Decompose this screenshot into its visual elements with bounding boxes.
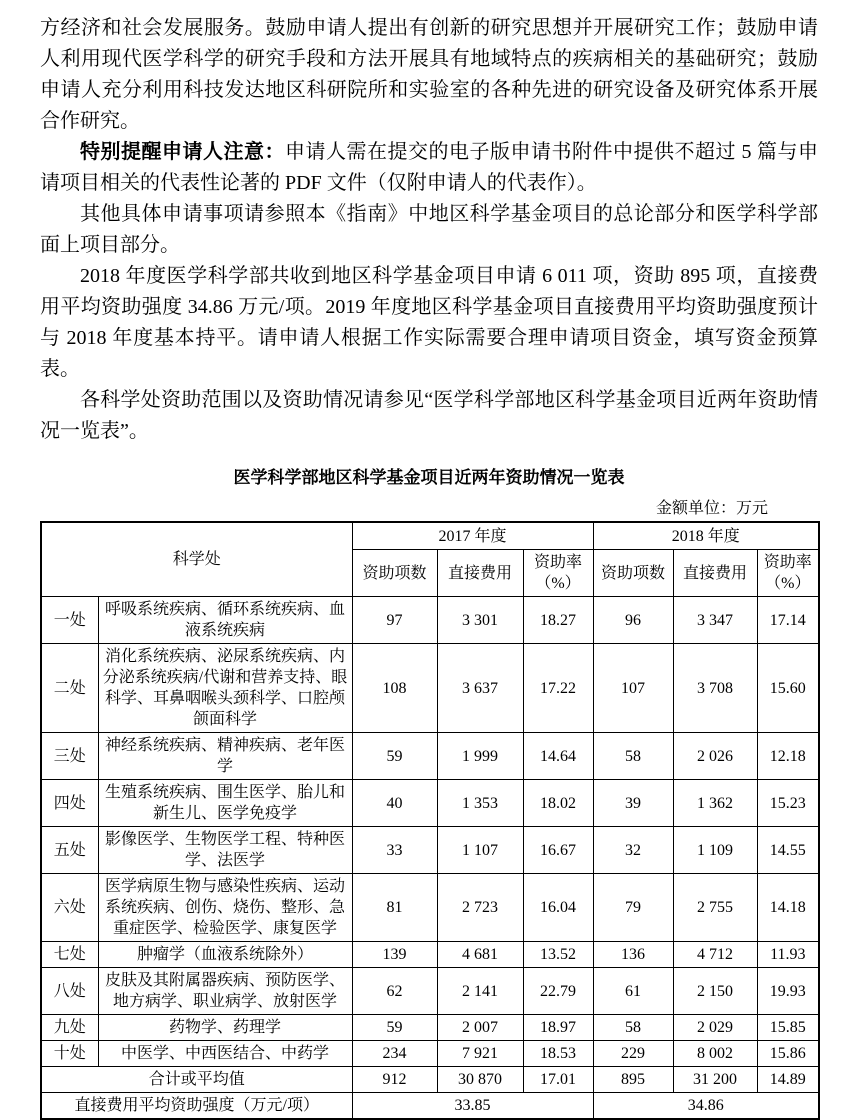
- value-cell: 18.02: [523, 780, 593, 827]
- column-header: 资助项数: [593, 550, 673, 597]
- unit-note: 金额单位：万元: [655, 500, 768, 517]
- value-cell: 79: [593, 874, 673, 942]
- value-cell: 14.89: [757, 1067, 819, 1093]
- value-cell: 14.18: [757, 874, 819, 942]
- office-cell: 六处: [41, 874, 98, 942]
- office-cell: 五处: [41, 827, 98, 874]
- value-cell: 39: [593, 780, 673, 827]
- value-cell: 62: [352, 968, 437, 1015]
- table-title: 医学科学部地区科学基金项目近两年资助情况一览表: [233, 468, 625, 487]
- scope-cell: 肿瘤学（血液系统除外）: [98, 942, 352, 968]
- value-cell: 1 362: [673, 780, 757, 827]
- value-cell: 96: [593, 597, 673, 644]
- column-header: 资助率（%）: [523, 550, 593, 597]
- value-cell: 59: [352, 1015, 437, 1041]
- value-cell: 1 353: [437, 780, 523, 827]
- value-cell: 97: [352, 597, 437, 644]
- column-header: 资助项数: [352, 550, 437, 597]
- value-cell: 81: [352, 874, 437, 942]
- scope-cell: 中医学、中西医结合、中药学: [98, 1041, 352, 1067]
- header-dept: 科学处: [41, 522, 352, 597]
- value-cell: 3 347: [673, 597, 757, 644]
- scope-cell: 生殖系统疾病、围生医学、胎儿和新生儿、医学免疫学: [98, 780, 352, 827]
- office-cell: 十处: [41, 1041, 98, 1067]
- value-cell: 229: [593, 1041, 673, 1067]
- value-cell: 2 150: [673, 968, 757, 1015]
- header-row-years: [41, 522, 819, 550]
- value-cell: 15.23: [757, 780, 819, 827]
- office-cell: 九处: [41, 1015, 98, 1041]
- value-cell: 33: [352, 827, 437, 874]
- value-cell: 108: [352, 644, 437, 733]
- office-cell: 二处: [41, 644, 98, 733]
- scope-cell: 皮肤及其附属器疾病、预防医学、地方病学、职业病学、放射医学: [98, 968, 352, 1015]
- value-cell: 139: [352, 942, 437, 968]
- table-row: [41, 942, 819, 968]
- value-cell: 22.79: [523, 968, 593, 1015]
- value-cell: 14.64: [523, 733, 593, 780]
- value-cell: 8 002: [673, 1041, 757, 1067]
- table-row: [41, 874, 819, 942]
- value-cell: 2 723: [437, 874, 523, 942]
- value-cell: 16.67: [523, 827, 593, 874]
- scope-cell: 影像医学、生物医学工程、特种医学、法医学: [98, 827, 352, 874]
- table-body: [41, 597, 819, 1120]
- table-header: [41, 522, 819, 597]
- value-cell: 30 870: [437, 1067, 523, 1093]
- value-cell: 61: [593, 968, 673, 1015]
- value-cell: 4 712: [673, 942, 757, 968]
- value-cell: 107: [593, 644, 673, 733]
- value-cell: 32: [593, 827, 673, 874]
- value-cell: 234: [352, 1041, 437, 1067]
- value-cell: 31 200: [673, 1067, 757, 1093]
- value-cell: 912: [352, 1067, 437, 1093]
- value-cell: 2 141: [437, 968, 523, 1015]
- value-cell: 58: [593, 1015, 673, 1041]
- paragraph: 方经济和社会发展服务。鼓励申请人提出有创新的研究思想并开展研究工作；鼓励申请人利用现代医学科学的研究手段和方法开展具有地域特点的疾病相关的基础研究；鼓励申请人充分利用科技发达地区科研院所和实验室的各种先进的研究设备及研究体系开展合作研究。: [40, 17, 818, 132]
- office-cell: 一处: [41, 597, 98, 644]
- value-cell: 11.93: [757, 942, 819, 968]
- scope-cell: 医学病原生物与感染性疾病、运动系统疾病、创伤、烧伤、整形、急重症医学、检验医学、康复医学: [98, 874, 352, 942]
- office-cell: 三处: [41, 733, 98, 780]
- funding-table: [40, 521, 820, 1120]
- value-cell: 18.97: [523, 1015, 593, 1041]
- table-row: [41, 733, 819, 780]
- value-cell: 13.52: [523, 942, 593, 968]
- paragraph: 各科学处资助范围以及资助情况请参见“医学科学部地区科学基金项目近两年资助情况一览表”。: [40, 389, 818, 442]
- value-cell: 15.86: [757, 1041, 819, 1067]
- paragraph: 其他具体申请事项请参照本《指南》中地区科学基金项目的总论部分和医学科学部面上项目部分。: [40, 203, 818, 256]
- paragraph: 2018 年度医学科学部共收到地区科学基金项目申请 6 011 项，资助 895 项，直接费用平均资助强度 34.86 万元/项。2019 年度地区科学基金项目直接费用平均资助强度预计与 2018 年度基本持平。请申请人根据工作实际需要合理申请项目资金，填写资金预算表。: [40, 265, 818, 380]
- table-row: [41, 1041, 819, 1067]
- value-cell: 2 755: [673, 874, 757, 942]
- scope-cell: 药物学、药理学: [98, 1015, 352, 1041]
- office-cell: 七处: [41, 942, 98, 968]
- column-header: 直接费用: [673, 550, 757, 597]
- column-header: 资助率（%）: [757, 550, 819, 597]
- value-cell: 17.14: [757, 597, 819, 644]
- value-cell: 1 109: [673, 827, 757, 874]
- value-cell: 58: [593, 733, 673, 780]
- value-cell: 17.01: [523, 1067, 593, 1093]
- total-row: [41, 1067, 819, 1093]
- value-cell: 3 708: [673, 644, 757, 733]
- value-cell: 17.22: [523, 644, 593, 733]
- intensity-row: [41, 1093, 819, 1120]
- table-row: [41, 644, 819, 733]
- intensity-label-cell: 直接费用平均资助强度（万元/项）: [41, 1093, 352, 1120]
- value-cell: 2 026: [673, 733, 757, 780]
- value-cell: 895: [593, 1067, 673, 1093]
- value-cell: 4 681: [437, 942, 523, 968]
- paragraph-lead: 特别提醒申请人注意：: [80, 141, 285, 163]
- value-cell: 15.85: [757, 1015, 819, 1041]
- value-cell: 1 999: [437, 733, 523, 780]
- table-row: [41, 827, 819, 874]
- value-cell: 40: [352, 780, 437, 827]
- value-cell: 1 107: [437, 827, 523, 874]
- table-row: [41, 597, 819, 644]
- value-cell: 2 007: [437, 1015, 523, 1041]
- table-row: [41, 780, 819, 827]
- value-cell: 59: [352, 733, 437, 780]
- value-cell: 3 301: [437, 597, 523, 644]
- header-year-2018: 2018 年度: [593, 522, 819, 550]
- body-paragraphs: [40, 13, 818, 447]
- value-cell: 14.55: [757, 827, 819, 874]
- column-header: 直接费用: [437, 550, 523, 597]
- scope-cell: 呼吸系统疾病、循环系统疾病、血液系统疾病: [98, 597, 352, 644]
- scope-cell: 神经系统疾病、精神疾病、老年医学: [98, 733, 352, 780]
- office-cell: 八处: [41, 968, 98, 1015]
- value-cell: 136: [593, 942, 673, 968]
- value-cell: 2 029: [673, 1015, 757, 1041]
- scope-cell: 消化系统疾病、泌尿系统疾病、内分泌系统疾病/代谢和营养支持、眼科学、耳鼻咽喉头颈科学、口腔颅颌面科学: [98, 644, 352, 733]
- value-cell: 34.86: [593, 1093, 819, 1120]
- header-year-2017: 2017 年度: [352, 522, 593, 550]
- value-cell: 16.04: [523, 874, 593, 942]
- value-cell: 33.85: [352, 1093, 593, 1120]
- office-cell: 四处: [41, 780, 98, 827]
- table-row: [41, 968, 819, 1015]
- value-cell: 18.27: [523, 597, 593, 644]
- value-cell: 3 637: [437, 644, 523, 733]
- total-label-cell: 合计或平均值: [41, 1067, 352, 1093]
- value-cell: 12.18: [757, 733, 819, 780]
- value-cell: 18.53: [523, 1041, 593, 1067]
- paragraph: 特别提醒申请人注意：申请人需在提交的电子版申请书附件中提供不超过 5 篇与申请项目相关的代表性论著的 PDF 文件（仅附申请人的代表作）。: [40, 141, 818, 194]
- value-cell: 19.93: [757, 968, 819, 1015]
- value-cell: 15.60: [757, 644, 819, 733]
- value-cell: 7 921: [437, 1041, 523, 1067]
- table-row: [41, 1015, 819, 1041]
